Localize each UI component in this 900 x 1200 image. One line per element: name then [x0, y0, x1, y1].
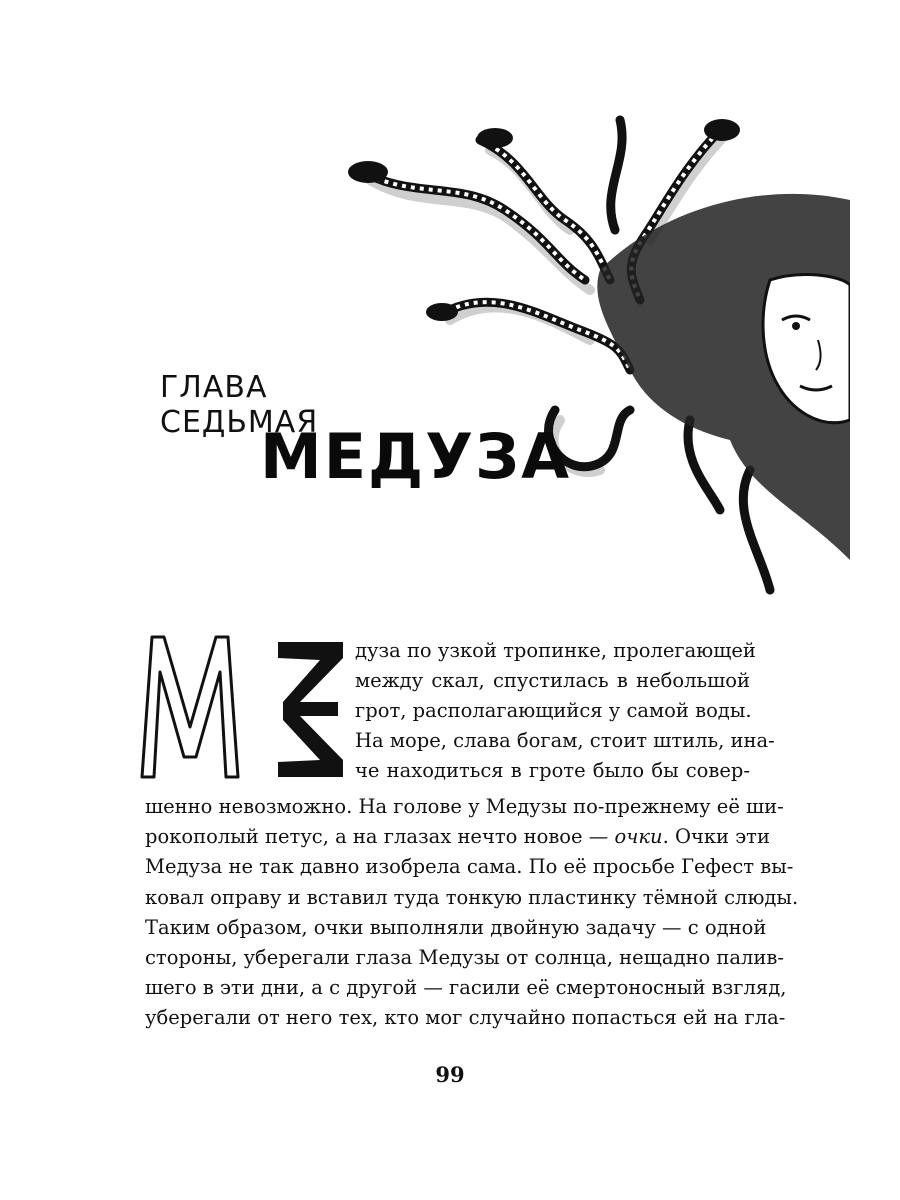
text-line — [145, 822, 770, 852]
text-line: Медуза не так давно изобрела сама. По её просьбе Гефест вы- — [145, 855, 794, 879]
italic-word: очки — [614, 825, 663, 849]
drop-cap — [138, 632, 348, 782]
drop-cap-text — [355, 636, 775, 786]
text-line: дуза по узкой тропинке, пролегающей — [355, 639, 756, 662]
text-line: На море, слава богам, стоит штиль, ина- — [355, 729, 775, 752]
text-line: уберегали от него тех, кто мог случайно попасться ей на гла- — [145, 1006, 786, 1030]
medusa-illustration — [330, 90, 850, 610]
text-line: грот, располагающийся у самой воды. — [355, 699, 752, 722]
text-fragment: рокополый петус, а на глазах нечто новое — — [145, 825, 609, 849]
text-line: ковал оправу и вставил туда тонкую пластинку тёмной слюды. — [145, 885, 799, 909]
chapter-label: ГЛАВА СЕДЬМАЯ — [160, 370, 319, 440]
text-line: че находиться в гроте было бы совер- — [355, 759, 750, 782]
text-fragment: . Очки эти — [662, 825, 770, 849]
text-line: Таким образом, очки выполняли двойную задачу — с одной — [145, 915, 767, 939]
page-number: 99 — [435, 1062, 465, 1087]
text-line: стороны, уберегали глаза Медузы от солнца, нещадно палив- — [145, 945, 784, 969]
body-text — [145, 792, 799, 1034]
text-line: между скал, спустилась в небольшой — [355, 669, 750, 692]
text-line: шего в эти дни, а с другой — гасили её смертоносный взгляд, — [145, 976, 787, 1000]
chapter-title: МЕДУЗА — [260, 420, 572, 493]
text-line: шенно невозможно. На голове у Медузы по-прежнему её ши- — [145, 795, 784, 818]
